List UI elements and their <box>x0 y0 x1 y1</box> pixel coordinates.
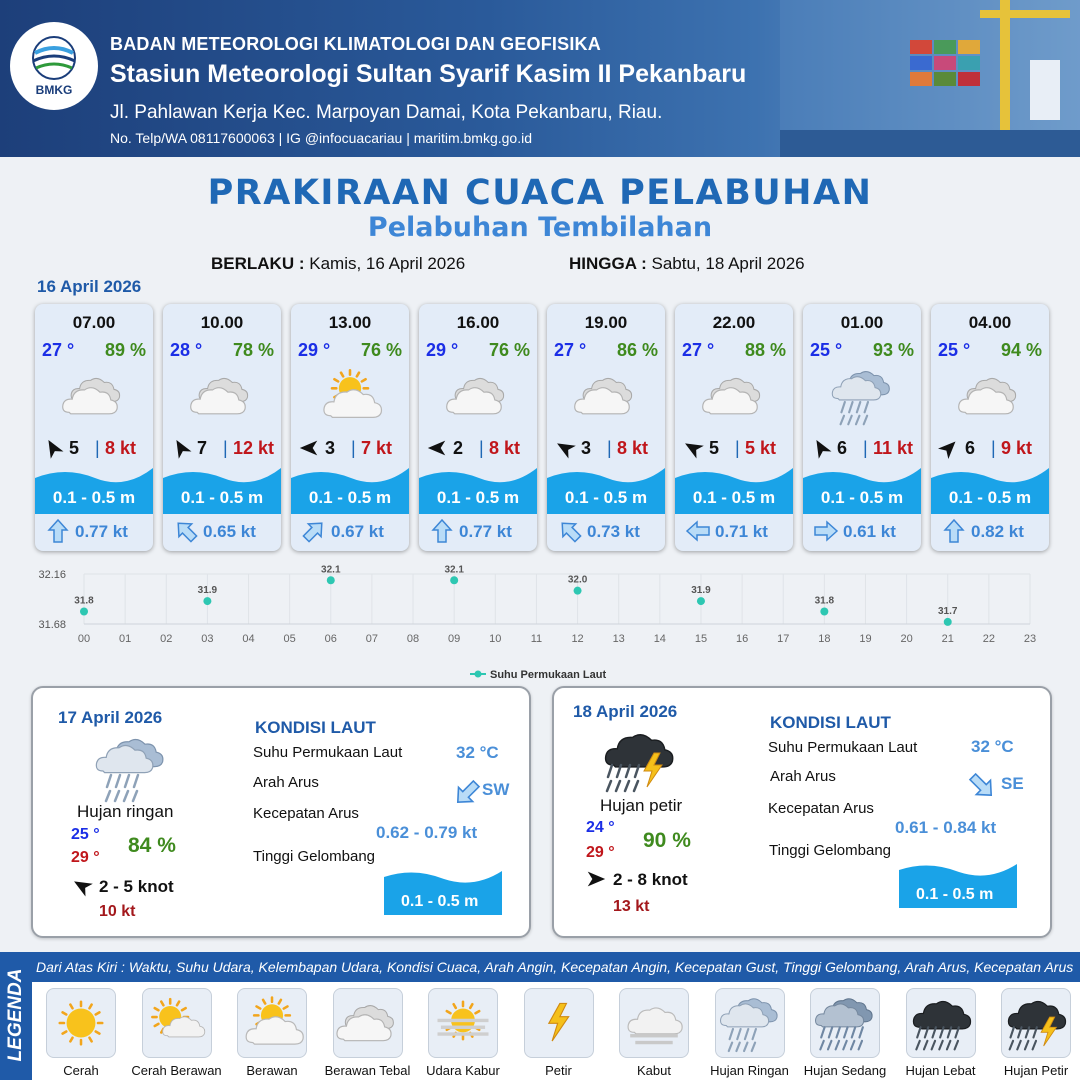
agency-name: BADAN METEOROLOGI KLIMATOLOGI DAN GEOFISIKA <box>110 34 601 54</box>
hujan-sedang-icon <box>810 988 880 1058</box>
gust-speed: 12 kt <box>233 438 275 458</box>
valid-from-label: BERLAKU : <box>211 254 305 273</box>
day-wind: 2 - 5 knot <box>99 877 174 896</box>
kecepatan-arus-value: 0.61 - 0.84 kt <box>895 818 997 837</box>
logo-text: BMKG <box>35 83 73 97</box>
day-temp-min: 24 ° <box>586 819 615 836</box>
separator: | <box>95 438 100 458</box>
station-name: Stasiun Meteorologi Sultan Syarif Kasim II Pekanbaru <box>110 60 747 88</box>
wave-height: 0.1 - 0.5 m <box>948 488 1032 507</box>
sst-value: 32 °C <box>971 737 1014 756</box>
day-temp-min: 25 ° <box>71 826 100 843</box>
data-label: 31.8 <box>74 595 94 607</box>
gust-speed: 8 kt <box>617 438 649 458</box>
data-point <box>450 576 458 584</box>
data-point <box>327 576 335 584</box>
udara-kabur-icon <box>428 988 498 1058</box>
forecast-time: 22.00 <box>712 313 756 332</box>
x-tick-label: 11 <box>530 633 543 645</box>
forecast-humidity: 76 % <box>360 340 402 360</box>
x-tick-label: 07 <box>365 633 379 645</box>
current-arrow-icon <box>941 518 967 544</box>
sst-label: Suhu Permukaan Laut <box>768 739 918 756</box>
forecast-temp: 27 ° <box>554 340 587 360</box>
current-arrow-se-icon <box>966 770 998 802</box>
forecast-card <box>803 304 921 551</box>
gust-speed: 5 kt <box>745 438 777 458</box>
wind-speed: 6 <box>965 438 976 458</box>
forecast-card <box>163 304 281 551</box>
x-tick-label: 15 <box>694 633 708 645</box>
arah-arus-value: SW <box>482 780 510 799</box>
gust-speed: 8 kt <box>489 438 521 458</box>
valid-from-value: Kamis, 16 April 2026 <box>309 254 466 273</box>
berawan-tebal-icon <box>59 366 129 426</box>
hujan-petir-icon <box>598 724 678 796</box>
day-gust: 13 kt <box>613 898 650 915</box>
gust-speed: 11 kt <box>873 438 914 458</box>
x-tick-label: 17 <box>777 633 790 645</box>
current-arrow-icon <box>301 518 327 544</box>
port-illustration <box>780 0 1080 157</box>
port-name: Pelabuhan Tembilahan <box>367 212 713 243</box>
data-point <box>574 587 582 595</box>
wind-speed: 2 <box>453 438 464 458</box>
forecast-temp: 29 ° <box>298 340 331 360</box>
x-tick-label: 12 <box>571 633 584 645</box>
forecast-temp: 28 ° <box>170 340 203 360</box>
forecast-temp: 25 ° <box>810 340 843 360</box>
wave-height: 0.1 - 0.5 m <box>820 488 904 507</box>
day-panel-17 <box>31 686 531 938</box>
legend-item-label: Hujan Sedang <box>803 1063 887 1078</box>
y-tick-label: 32.16 <box>38 569 66 581</box>
x-tick-label: 02 <box>160 633 173 645</box>
wind-speed: 3 <box>581 438 592 458</box>
kecepatan-arus-label: Kecepatan Arus <box>768 800 874 817</box>
forecast-card <box>547 304 665 551</box>
x-tick-label: 03 <box>201 633 214 645</box>
day-humidity: 90 % <box>643 829 691 852</box>
data-point <box>203 597 211 605</box>
forecast-card <box>931 304 1049 551</box>
x-tick-label: 22 <box>982 633 995 645</box>
forecast-time: 10.00 <box>200 313 244 332</box>
forecast-card <box>35 304 153 551</box>
day-gust: 10 kt <box>99 903 136 920</box>
wind-speed: 7 <box>197 438 208 458</box>
legend-item-label: Hujan Ringan <box>710 1063 789 1078</box>
forecast-time: 16.00 <box>456 313 500 332</box>
day-panel-18 <box>552 686 1052 938</box>
current-arrow-icon <box>557 518 583 544</box>
separator: | <box>735 438 740 458</box>
forecast-humidity: 78 % <box>232 340 274 360</box>
berawan-tebal-icon <box>955 366 1025 426</box>
current-speed: 0.82 kt <box>971 522 1024 541</box>
legend-item-label: Petir <box>545 1063 572 1078</box>
x-tick-label: 21 <box>941 633 954 645</box>
data-label: 31.7 <box>938 605 958 617</box>
separator: | <box>223 438 228 458</box>
legend-item-label: Hujan Petir <box>1003 1063 1069 1078</box>
current-arrow-icon <box>429 518 455 544</box>
forecast-card <box>419 304 537 551</box>
tinggi-gelombang-value: 0.1 - 0.5 m <box>401 893 479 910</box>
header-banner <box>0 0 1080 157</box>
x-tick-label: 10 <box>489 633 502 645</box>
sst-value: 32 °C <box>456 743 499 762</box>
legend-item-label: Cerah Berawan <box>131 1063 222 1078</box>
forecast-temp: 27 ° <box>682 340 715 360</box>
current-arrow-icon <box>173 518 199 544</box>
day-temp-max: 29 ° <box>586 844 615 861</box>
wave-height: 0.1 - 0.5 m <box>308 488 392 507</box>
wave-height: 0.1 - 0.5 m <box>52 488 136 507</box>
petir-icon <box>524 988 594 1058</box>
data-label: 31.8 <box>814 595 835 607</box>
berawan-tebal-icon <box>333 988 403 1058</box>
legend-swatch-marker <box>475 671 482 678</box>
wind-arrow-icon <box>71 875 93 897</box>
forecast-time: 19.00 <box>584 313 628 332</box>
valid-to-value: Sabtu, 18 April 2026 <box>651 254 805 273</box>
station-contact: No. Telp/WA 08117600063 | IG @infocuacariau | maritim.bmkg.go.id <box>110 130 532 146</box>
forecast-time: 01.00 <box>840 313 884 332</box>
hujan-ringan-icon <box>715 988 785 1058</box>
data-point <box>820 608 828 616</box>
x-tick-label: 18 <box>818 633 831 645</box>
wind-speed: 5 <box>69 438 80 458</box>
current-speed: 0.65 kt <box>203 522 256 541</box>
current-arrow-icon <box>685 518 711 544</box>
legend-description: Dari Atas Kiri : Waktu, Suhu Udara, Kelembapan Udara, Kondisi Cuaca, Arah Angin, Kecepatan Angin, Kecepatan Gust, Tinggi Gelombang, Arah Arus, Kecepatan Arus <box>36 959 1074 975</box>
bmkg-emblem-icon <box>27 35 81 81</box>
forecast-time: 13.00 <box>328 313 372 332</box>
station-address: Jl. Pahlawan Kerja Kec. Marpoyan Damai, Kota Pekanbaru, Riau. <box>110 102 663 123</box>
tinggi-gelombang-label: Tinggi Gelombang <box>253 848 376 865</box>
hujan-ringan-icon <box>827 366 897 426</box>
berawan-tebal-icon <box>699 366 769 426</box>
current-speed: 0.73 kt <box>587 522 640 541</box>
x-tick-label: 13 <box>612 633 625 645</box>
forecast-humidity: 86 % <box>616 340 658 360</box>
sea-surface-temp-chart <box>30 560 1050 685</box>
legend-item-label: Kabut <box>637 1063 671 1078</box>
x-tick-label: 20 <box>900 633 913 645</box>
data-label: 31.9 <box>691 585 711 597</box>
forecast-temp: 25 ° <box>938 340 971 360</box>
day-humidity: 84 % <box>128 834 176 857</box>
legend-series-name: Suhu Permukaan Laut <box>490 669 607 681</box>
day-condition: Hujan ringan <box>77 802 174 821</box>
day-date: 17 April 2026 <box>58 708 163 727</box>
hujan-petir-icon <box>1001 988 1071 1058</box>
berawan-tebal-icon <box>187 366 257 426</box>
x-tick-label: 19 <box>859 633 872 645</box>
x-tick-label: 06 <box>324 633 337 645</box>
kondisi-laut-header: KONDISI LAUT <box>255 718 376 737</box>
data-label: 32.1 <box>321 564 341 576</box>
legend-item-label: Cerah <box>63 1063 99 1078</box>
kabut-icon <box>619 988 689 1058</box>
tinggi-gelombang-label: Tinggi Gelombang <box>769 842 892 859</box>
day-condition: Hujan petir <box>600 796 683 815</box>
berawan-tebal-icon <box>443 366 513 426</box>
forecast-temp: 27 ° <box>42 340 75 360</box>
x-tick-label: 05 <box>283 633 296 645</box>
sst-label: Suhu Permukaan Laut <box>253 744 403 761</box>
x-tick-label: 09 <box>448 633 461 645</box>
data-point <box>80 608 88 616</box>
wind-arrow-icon <box>585 868 607 890</box>
day-temp-max: 29 ° <box>71 849 100 866</box>
legend-item-label: Hujan Lebat <box>905 1063 976 1078</box>
valid-from <box>211 254 465 274</box>
data-label: 32.0 <box>567 574 588 586</box>
separator: | <box>479 438 484 458</box>
tinggi-gelombang-value: 0.1 - 0.5 m <box>916 886 994 903</box>
legend-item-label: Udara Kabur <box>426 1063 500 1078</box>
forecast-humidity: 76 % <box>488 340 530 360</box>
wave-height: 0.1 - 0.5 m <box>436 488 520 507</box>
kondisi-laut-header: KONDISI LAUT <box>770 713 891 732</box>
legend-item-label: Berawan <box>246 1063 298 1078</box>
page-title: PRAKIRAAN CUACA PELABUHAN <box>207 173 873 213</box>
wave-height: 0.1 - 0.5 m <box>564 488 648 507</box>
forecast-humidity: 88 % <box>744 340 786 360</box>
x-tick-label: 00 <box>77 633 91 645</box>
x-tick-label: 04 <box>242 633 255 645</box>
separator: | <box>351 438 356 458</box>
wind-speed: 6 <box>837 438 848 458</box>
data-label: 32.1 <box>444 564 464 576</box>
valid-to-label: HINGGA : <box>569 254 647 273</box>
forecast-card <box>675 304 793 551</box>
wind-speed: 5 <box>709 438 720 458</box>
gust-speed: 9 kt <box>1001 438 1033 458</box>
current-arrow-icon <box>45 518 71 544</box>
current-speed: 0.61 kt <box>843 522 896 541</box>
kecepatan-arus-label: Kecepatan Arus <box>253 805 359 822</box>
x-tick-label: 23 <box>1023 633 1037 645</box>
cerah-berawan-icon <box>142 988 212 1058</box>
x-tick-label: 08 <box>406 633 420 645</box>
forecast-temp: 29 ° <box>426 340 459 360</box>
current-speed: 0.77 kt <box>459 522 512 541</box>
arah-arus-value: SE <box>1001 774 1024 793</box>
forecast-humidity: 89 % <box>104 340 146 360</box>
forecast-humidity: 94 % <box>1000 340 1042 360</box>
day-wind: 2 - 8 knot <box>613 870 688 889</box>
forecast-humidity: 93 % <box>872 340 914 360</box>
separator: | <box>607 438 612 458</box>
berawan-icon <box>237 988 307 1058</box>
hujan-lebat-icon <box>906 988 976 1058</box>
gust-speed: 7 kt <box>361 438 393 458</box>
data-label: 31.9 <box>197 585 218 597</box>
gust-speed: 8 kt <box>105 438 137 458</box>
bmkg-logo <box>10 22 98 110</box>
legend-sidebar <box>0 952 32 1080</box>
x-tick-label: 14 <box>653 633 666 645</box>
forecast-card <box>291 304 409 551</box>
current-speed: 0.67 kt <box>331 522 384 541</box>
data-point <box>944 618 952 626</box>
berawan-tebal-icon <box>571 366 641 426</box>
wind-speed: 3 <box>325 438 336 458</box>
current-speed: 0.77 kt <box>75 522 128 541</box>
kecepatan-arus-value: 0.62 - 0.79 kt <box>376 823 478 842</box>
y-tick-label: 31.68 <box>38 619 66 631</box>
day1-date: 16 April 2026 <box>37 277 142 296</box>
forecast-time: 07.00 <box>72 313 116 332</box>
legend-description-bar <box>32 952 1080 982</box>
legend-item-label: Berawan Tebal <box>324 1063 411 1078</box>
wave-height: 0.1 - 0.5 m <box>692 488 776 507</box>
cerah-icon <box>46 988 116 1058</box>
wave-height: 0.1 - 0.5 m <box>180 488 264 507</box>
arah-arus-label: Arah Arus <box>770 768 836 785</box>
hujan-ringan-icon <box>91 732 171 804</box>
x-tick-label: 16 <box>735 633 749 645</box>
x-tick-label: 01 <box>119 633 132 645</box>
current-arrow-sw-icon <box>451 777 483 809</box>
berawan-icon <box>315 366 385 426</box>
arah-arus-label: Arah Arus <box>253 774 319 791</box>
day-date: 18 April 2026 <box>573 702 678 721</box>
legend-title: LEGENDA <box>5 968 26 1062</box>
forecast-time: 04.00 <box>968 313 1012 332</box>
valid-to <box>569 254 805 274</box>
separator: | <box>863 438 868 458</box>
current-arrow-icon <box>813 518 839 544</box>
data-point <box>697 597 705 605</box>
current-speed: 0.71 kt <box>715 522 768 541</box>
separator: | <box>991 438 996 458</box>
